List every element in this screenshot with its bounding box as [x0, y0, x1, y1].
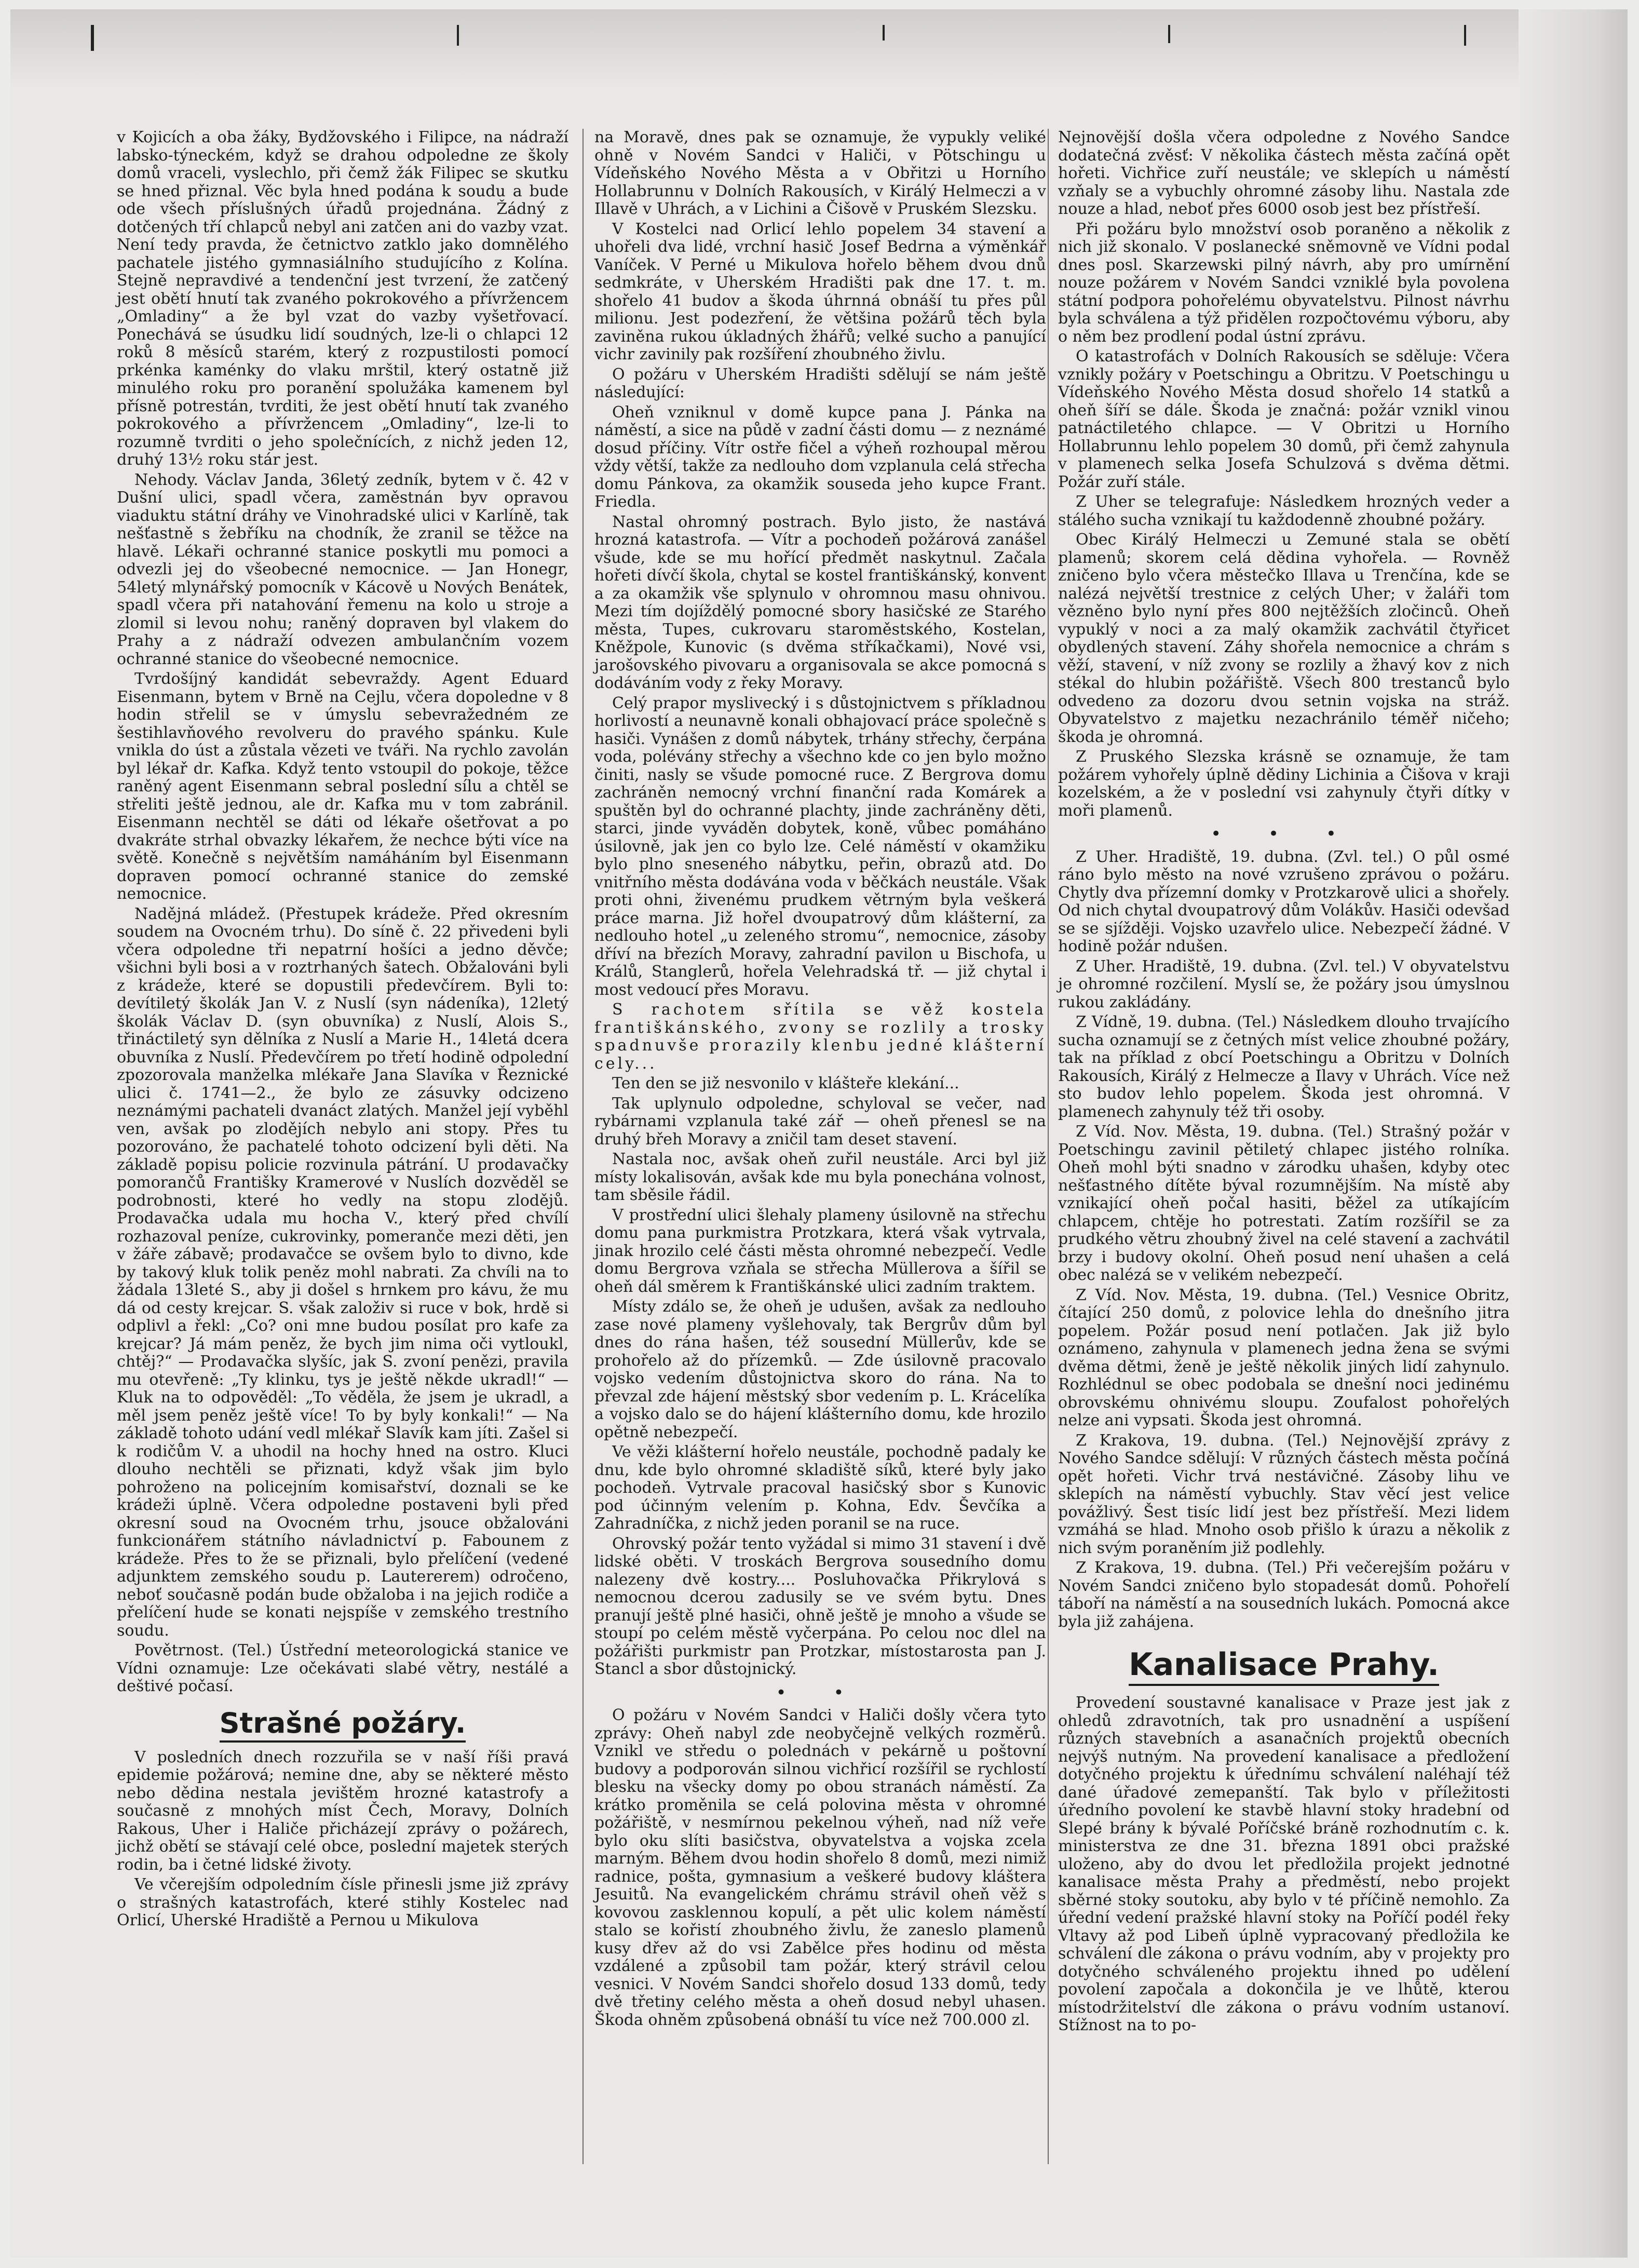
article-paragraph: Ve včerejším odpoledním čísle přinesli jsme již zprávy o strašných katastrofách, které stihly Kostelec nad Orlicí, Uherské Hradiště a Pernou u Mikulova	[117, 1875, 568, 1929]
article-paragraph: v Kojicích a oba žáky, Bydžovského i Filipce, na nádraží labsko-týneckém, když se drahou odpoledne ze školy domů vraceli, vyslechlo, při čemž žák Filipec se skutku se hned přiznal. Věc byla hned podána k soudu a bude ode všech příslušných úřadů projednána. Žádný z dotčených tří chlapců nebyl ani zatčen ani do vazby vzat. Není tedy pravda, že četnictvo zatklo jako domnělého pachatele jistého gymnasiálního studujícího z Kolína. Stejně nepravdivé a tendenční jest tvrzení, že zatčený jest obětí hnutí tak zvaného pokrokového a přívržencem „Omladiny“ a že byl vzat do vazby vyšetřovací. Ponechává se úsudku lidí soudných, lze-li o chlapci 12 roků 8 měsíců starém, který z rozpustilosti pomocí prkénka kaménky do vlaku mrštil, který ostatně již minulého roku pro poranění spolužáka kamenem byl přísně potrestán, tvrditi, že jest obětí hnutí tak zvaného pokrokového a přívržencem „Omladiny“, lze-li to rozumně tvrditi o jeho společnících, z nichž jeden 12, druhý 13½ roku stár jest.	[117, 128, 568, 469]
article-paragraph: Provedení soustavné kanalisace v Praze jest jak z ohledů zdravotních, tak pro usnadnění a uspíšení různých stavebních a asanačních projektů obecních nejvýš nutným. Na provedení kanalisace a předložení dotyčného projektu k úřednímu schválení naléhají též dané úřadové zemepanští. Tak bylo v příležitosti úředního povolení ke stavbě hlavní stoky hradební od Slepé brány k bývalé Poříčské bráně rozhodnutím c. k. ministerstva ze dne 31. března 1891 obci pražské uloženo, aby do dvou let předložila projekt jednotné kanalisace města Prahy a předměstí, nebo projekt sběrné stoky soutoku, aby bylo v té příčině nemohlo. Za úřední vedení pražské hlavní stoky na Poříčí podél řeky Vltavy až pod Libeň úplně vypracovaný předložila ke schválení dle zákona o právu vodním, aby v projekty pro dotyčného schváleného projektu ihned po udělení povolení započala a dokončila je ve lhůtě, kterou místodržitelství dle zákona o právu vodním ustanoví. Stížnost na to po-	[1058, 1694, 1510, 2034]
column-rule	[583, 129, 584, 2164]
article-paragraph: O katastrofách v Dolních Rakousích se sděluje: Včera vznikly požáry v Poetschingu a Obritzu. V Poetschingu u Vídeňského Nového Města dosud shořelo 14 statků a oheň šíří se dále. Škoda je značná: požár vznikl vinou patnáctiletého chlapce. — V Obritzi u Horního Hollabrunnu lehlo popelem 30 domů, při čemž zahynula v plamenech selka Josefa Schulzová s dvěma dětmi. Požár zuří stále.	[1058, 347, 1510, 491]
article-paragraph: Z Uher se telegrafuje: Následkem hrozných veder a stálého sucha vznikají tu každodenně zhoubné požáry.	[1058, 493, 1510, 529]
article-paragraph: Ve věži klášterní hořelo neustále, pochodně padaly ke dnu, kde bylo ohromné skladiště síků, které byly jako pochodeň. Vytrvale pracoval hasičský sbor s Kunovic pod účinným velením p. Kohna, Edv. Ševčíka a Zahradníčka, z nichž jeden poranil se na ruce.	[594, 1443, 1046, 1533]
margin-mark	[91, 25, 94, 51]
article-paragraph: Celý prapor myslivecký i s důstojnictvem s příkladnou horlivostí a neunavně konali obhajovací práce společně s hasiči. Vynášen z domů nábytek, trhány střechy, čerpána voda, polévány střechy a všechno kde co jen bylo možno činiti, nasly se všude pomocné ruce. Z Bergrova domu zachráněn nemocný vrchní finanční rada Komárek a spuštěn byl do ochranné plachty, jinde zachráněny děti, starci, jinde vyváděn dobytek, koně, vůbec pomáháno úsilovně, jak jen co bylo lze. Celé náměstí v okamžiku bylo plno sneseného nábytku, peřin, obrazů atd. Do vnitřního města dodávána voda v běčkách neustále. Však proti ohni, živenému prudkem větrným byla veškerá práce marna. Již hořel dvoupatrový dům klášterní, za nedlouho hotel „u zeleného stromu“, nemocnice, zásoby dříví na březích Moravy, zahradní pavilon u Bischofa, u Králů, Stanglerů, hořela Velehradská tř. — již chytal i most vedoucí přes Moravu.	[594, 694, 1046, 999]
article-paragraph: Tak uplynulo odpoledne, schyloval se večer, nad rybárnami vzplanula také zář — oheň přenesl se na druhý břeh Moravy a zničil tam deset stavení.	[594, 1094, 1046, 1149]
article-paragraph: Ohrovský požár tento vyžádal si mimo 31 stavení i dvě lidské oběti. V troskách Bergrova sousedního domu nalezeny dvě kostry.... Posluhovačka Přikrylová s nemocnou dcerou zadusily se ve svém bytu. Dnes pranují ještě plné hasiči, ohně ještě je mnoho a všude se stoupí po celém městě vyčerpána. Po celou noc dlel na požářišti purkmistr pan Protzkar, místostarosta pan J. Stancl a sbor důstojnický.	[594, 1534, 1046, 1678]
telegram-paragraph: Z Uher. Hradiště, 19. dubna. (Zvl. tel.) V obyvatelstvu je ohromné rozčilení. Myslí se, že požáry jsou úmyslnou rukou zakládány.	[1058, 957, 1510, 1011]
article-kandidat-sebevrazdy: Tvrdošíjný kandidát sebevraždy. Agent Eduard Eisenmann, bytem v Brně na Cejlu, včera dopoledne v 8 hodin střelil se v úmyslu sebevražedném ze šestihlavňového revolveru do pravého spánku. Kule vnikla do úst a zůstala vězeti ve tváři. Na rychlo zavolán byl lékař dr. Kafka. Když tento vstoupil do pokoje, těžce raněný agent Eisenmann sebral poslední sílu a chtěl se střeliti ještě jednou, ale dr. Kafka mu v tom zabránil. Eisenmann nechtěl se dáti od lékaře ošetřovat a po dvakráte strhal obvazky lékařem, že nechce býti více na světě. Konečně s největším namáháním byl Eisenmann dopraven pomocí ochranné stanice do zemské nemocnice.	[117, 670, 568, 903]
article-paragraph: Nejnovější došla včera odpoledne z Nového Sandce dodatečná zvěsť: V několika částech města začíná opět hořeti. Vichřice zuří neustále; ve sklepích u náměstí vzňaly se a vybuchly ohromné zásoby lihu. Nastala zde nouze a hlad, neboť přes 6000 osob jest bez přístřeší.	[1058, 128, 1510, 218]
article-paragraph: Nastala noc, avšak oheň zuřil neustále. Arci byl již místy lokalisován, avšak kde mu byla ponechána volnost, tam sběsile řádil.	[594, 1150, 1046, 1204]
article-paragraph: Z Pruského Slezska krásně se oznamuje, že tam požárem vyhořely úplně dědiny Lichinia a Čišova v kraji kozelském, a že v poslední vsi zahynuly čtyři dítky v moři plamenů.	[1058, 748, 1510, 820]
column-3	[1058, 129, 1510, 2037]
margin-mark	[883, 25, 885, 40]
headline-strasne-pozary	[117, 1705, 568, 1742]
article-paragraph: Místy zdálo se, že oheň je udušen, avšak za nedlouho zase nové plameny vyšlehovaly, tak Bergrův dům byl dnes do rána hašen, též sousední Müllerův, kde se prohořelo až do přízemků. — Zde úsilovně pracovalo vojsko vedením důstojnictva skoro do rána. Na to převzal zde hájení městský sbor vedením p. L. Krácelíka a vojsko dalo se do hájení klášterního domu, kde hrozilo opětně nebezpečí.	[594, 1298, 1046, 1441]
telegram-paragraph: Z Víd. Nov. Města, 19. dubna. (Tel.) Vesnice Obritz, čítající 250 domů, z polovice lehla do dnešního jitra popelem. Požár posud není potlačen. Jak již bylo oznámeno, zahynula v plamenech jedna žena se svými dvěma dětmi, ženě je ještě několik jiných lidí zahynulo. Rozhlédnul se obec podobala se dnešní noci jedinému obrovskému ohnivému sloupu. Zoufalost pohořelých nelze ani vypsati. Škoda jest ohromná.	[1058, 1286, 1510, 1429]
margin-mark	[1464, 25, 1466, 46]
telegram-paragraph: Z Uher. Hradiště, 19. dubna. (Zvl. tel.) O půl osmé ráno bylo město na nové vzrušeno zprávou o požáru. Chytly dva přízemní domky v Protzkarově ulici a shořely. Od nich chytal dvoupatrový dům Volákův. Hasiči odevšad se se sjížději. Vojsko uzavřelo ulice. Nebezpečí žádné. V hodině požár ndušen.	[1058, 847, 1510, 955]
section-divider: • •	[776, 1682, 865, 1703]
article-paragraph: O požáru v Novém Sandci v Haliči došly včera tyto zprávy: Oheň nabyl zde neobyčejně velkých rozměrů. Vznikl ve středu o polednách v pekárně u poštovní budovy a podporován silnou vichřicí rozšířil se rychlostí blesku na všecky domy po obou stranách náměstí. Za krátko proměnila se celá polovina města v ohromné požářiště, v nesmírnou pekelnou výheň, nad níž veře bylo oku slíti basičstva, obyvatelstva a vojska zcela marným. Během dvou hodin shořelo 8 domů, mezi nimiž radnice, pošta, gymnasium a veškeré budovy kláštera Jesuitů. Na evangelickém chrámu strávil oheň věž s kovovou zasklennou kopulí, a pět ulic kolem náměstí stalo se kořistí zhoubného živlu, že zaneslo plamenů kusy dřev až do vsi Zabělce přes hodinu od města vzdálené a způsobil tam požár, který strávil celou vesnici. V Novém Sandci shořelo dosud 133 domů, tedy dvě třetiny celého města a oheň dosud nebyl uhasen. Škoda ohněm způsobená obnáší tu více než 700.000 zl.	[594, 1706, 1046, 2029]
margin-mark	[1168, 25, 1170, 43]
telegram-paragraph: Z Víd. Nov. Města, 19. dubna. (Tel.) Strašný požár v Poetschingu zavinil pětiletý chlapec jistého rolníka. Oheň mohl býti snadno v zárodku uhašen, kdyby otec nešťastného dítěte býval rozumnějším. Na místě aby vznikající oheň počal hasiti, běžel za utíkajícím chlapcem, chtěje ho potrestati. Zatím rozšířil se za prudkého větru zhoubný živel na celé stavení a zachvátil brzy i budovy okolní. Oheň posud není uhašen a celá obec nalézá se v velikém nebezpečí.	[1058, 1123, 1510, 1284]
column-2	[594, 129, 1046, 2031]
column-1	[117, 129, 568, 1932]
article-povetrnost: Povětrnost. (Tel.) Ústřední meteorologická stanice ve Vídni oznamuje: Lze očekávati slabé větry, nestálé a deštivé počasí.	[117, 1641, 568, 1695]
article-paragraph: S rachotem sřítila se věž kostela františkánského, zvony se rozlily a trosky spadnuvše prorazily klenbu jedné klášterní cely...	[594, 1001, 1046, 1073]
headline-text: Kanalisace Prahy.	[1129, 1646, 1439, 1686]
article-paragraph: Nastal ohromný postrach. Bylo jisto, že nastává hrozná katastrofa. — Vítr a pochodeň požárová zanášel všude, kde se mu hořící předmět naskytnul. Začala hořeti dívčí škola, chytal se kostel františkánský, konvent a za okamžik vše splynulo v ohromnou masu ohnivou. Mezi tím dojíždělý pomocné sbory hasičské ze Starého města, Tupes, cukrovaru staroměstského, Kostelan, Kněžpole, Kunovic (s dvěma stříkačkami), Nové vsi, jarošovského pivovaru a organisovala se akce pomocná s dodáváním vody z řeky Moravy.	[594, 512, 1046, 692]
article-paragraph: Při požáru bylo množství osob poraněno a několik z nich již skonalo. V poslanecké sněmovně ve Vídni podal dnes posl. Skarzewski pilný návrh, aby pro umírnění nouze požárem v Novém Sandci vzniklé byla povolena státní podpora pohořelému obyvatelstvu. Pilnost návrhu byla schválena a týž přidělen rozpočtovému výboru, aby o něm bez prodlení podal ústní zprávu.	[1058, 220, 1510, 346]
binding-shadow	[1519, 9, 1628, 2258]
telegram-paragraph: Z Krakova, 19. dubna. (Tel.) Při večerejším požáru v Novém Sandci zničeno bylo stopadesát domů. Pohořelí táboří na náměstí a na sousedních lukách. Pomocná akce byla již zahájena.	[1058, 1559, 1510, 1631]
article-paragraph: Ten den se již nesvonilo v klášteře klekání...	[612, 1074, 959, 1092]
telegram-paragraph: Z Vídně, 19. dubna. (Tel.) Následkem dlouho trvajícího sucha oznamují se z četných míst velice zhoubné požáry, tak na příklad z obcí Poetschingu a Obritzu v Dolních Rakousích, Királý z Helmecze a Ilavy v Uhrách. Více než sto budov lehlo popelem. Škoda jest ohromná. V plamenech zahynuly též tři osoby.	[1058, 1013, 1510, 1121]
article-paragraph: V Kostelci nad Orlicí lehlo popelem 34 stavení a uhořeli dva lidé, vrchní hasič Josef Bedrna a výměnkář Vaníček. V Perné u Mikulova hořelo během dvou dnů sedmkráte, v Uherském Hradišti pak dne 17. t. m. shořelo 41 budov a škoda úhrnná obnáší tu přes půl milionu. Jest podezření, že většina požárů těch byla zaviněna rukou úkladných žhářů; velké sucho a panující vichr zavinily pak rozšíření zhoubného živlu.	[594, 220, 1046, 363]
page-top-shadow	[10, 9, 1625, 87]
article-paragraph: Obec Királý Helmeczi u Zemuné stala se obětí plamenů; skorem celá dědina vyhořela. — Rovněž zničeno bylo včera městečko Illava u Trenčína, kde se nalézá největší trestnice z celých Uher; v žaláři tom vězněno bylo nyní přes 800 nejtěžších zločinců. Oheň vypuklý v noci a za malý okamžik zachvátil čtyřicet obydlených stavení. Záhy shořela nemocnice a chrám s věží, stavení, v níž zvony se rozlily a žhavý kov z nich stékal do hlubin požářiště. Všech 800 trestanců bylo odvedeno za dozoru dvou setnin vojska na stráž. Obyvatelstvo z majetku nezachránilo téměř ničeho; škoda je ohromná.	[1058, 531, 1510, 746]
article-nehody: Nehody. Václav Janda, 36letý zedník, bytem v č. 42 v Dušní ulici, spadl včera, zaměstnán byv opravou viaduktu státní dráhy ve Vinohradské ulici v Karlíně, tak nešťastně s žebříku na chodník, že zranil se těžce na hlavě. Lékaři ochranné stanice poskytli mu pomoci a odvezli jej do všeobecné nemocnice. — Jan Honegr, 54letý mlynářský pomocník v Kácově u Nových Benátek, spadl včera při natahování řemenu na kolo u stroje a zlomil si levou nohu; raněný dopraven byl vlakem do Prahy a z nádraží odvezen ambulančním vozem ochranné stanice do všeobecné nemocnice.	[117, 470, 568, 668]
article-paragraph: Oheň vzniknul v domě kupce pana J. Pánka na náměstí, a sice na půdě v zadní části domu — z neznámé dosud příčiny. Vítr ostře fičel a výheň rozhoupal měrou vždy větší, takže za nedlouho dom vzplanula celá střecha domu Pánkova, za okamžik souseda jeho kupce Frant. Friedla.	[594, 403, 1046, 511]
headline-kanalisace-prahy	[1058, 1646, 1510, 1683]
article-paragraph: V posledních dnech rozzuřila se v naší říši pravá epidemie požárová; nemine dne, aby se některé město nebo dědina nestala jevištěm hrozné katastrofy a současně z mnohých míst Čech, Moravy, Dolních Rakous, Uher i Haliče přicházejí zprávy o požárech, jichž obětí se stávají celé obce, poslední majetek sterých rodin, ba i četné lidské životy.	[117, 1748, 568, 1874]
headline-text: Strašné požáry.	[220, 1707, 466, 1743]
section-divider: • • •	[1211, 824, 1357, 844]
margin-mark	[457, 25, 459, 46]
article-paragraph: O požáru v Uherském Hradišti sdělují se nám ještě následující:	[594, 365, 1046, 401]
article-paragraph: na Moravě, dnes pak se oznamuje, že vypukly veliké ohně v Novém Sandci v Haliči, v Pötschingu u Vídeňského Nového Města a v Obřitzi u Horního Hollabrunnu v Dolních Rakousích, v Királý Helmeczi a v Illavě v Uhrách, a v Lichini a Čišově v Pruském Slezsku.	[594, 128, 1046, 218]
telegram-paragraph: Z Krakova, 19. dubna. (Tel.) Nejnovější zprávy z Nového Sandce sdělují: V různých částech města počíná opět hořeti. Vichr trvá nestávičné. Zásoby lihu ve sklepích na náměstí vybuchly. Stav věcí jest velice povážlivý. Šest tisíc lidí jest bez přístřeší. Mezi lidem vzmáhá se hlad. Mnoho osob přišlo k úrazu a několik z nich svým poraněním již podlehly.	[1058, 1431, 1510, 1557]
article-paragraph: V prostřední ulici šlehaly plameny úsilovně na střechu domu pana purkmistra Protzkara, která však vytrvala, jinak hrozilo celé části města ohromné nebezpečí. Vedle domu Bergrova vzňala se střecha Müllerova a šířil se oheň dál směrem k Františkánské ulici zadním traktem.	[594, 1206, 1046, 1296]
column-rule	[1048, 129, 1049, 2164]
article-nadejna-mladez: Nadějná mládež. (Přestupek krádeže. Před okresním soudem na Ovocném trhu). Do síně č. 22 přivedeni byli včera odpoledne tři nepatrní hošíci a jedno děvče; všichni byli bosi a v roztrhaných šatech. Obžalováni byli z krádeže, které se dopustili předevčírem. Byli to: devítiletý školák Jan V. z Nuslí (syn nádeníka), 12letý školák Václav D. (syn obuvníka) z Nuslí, Alois S., třináctiletý syn dělníka z Nuslí a Marie H., 14letá dcera obuvníka z Nuslí. Předevčírem po třetí hodině odpolední zpozorovala manželka mlékaře Jana Slavíka v Řeznické ulici č. 1741—2., že bylo ze zásuvky odcizeno neznámými pachateli dvanáct zlatých. Manžel její vyběhl ven, avšak po zlodějích nebylo ani stopy. Přes tu pozorováno, že pachatelé tohoto odcizení byli děti. Na základě popisu policie rozvinula pátrání. U prodavačky pomorančů Františky Kramerové v Nuslích dozvěděl se podrobnosti, které ho vedly na stopu zlodějů. Prodavačka udala mu hocha V., který před chvílí rozhazoval peníze, cukrovinky, pomeranče mezi děti, jen v žáře zábavě; prodavačce se ovšem bylo to divno, kde by takový kluk tolik peněz mohl nabrati. Za chvíli na to žádala 13leté S., aby ji došel s hrnkem pro kávu, že mu dá od cesty krejcar. S. však založiv si ruce v bok, hrdě si odplivl a řekl: „Co? oni mne budou posílat pro kafe za krejcar? Já mám peněz, že bych jim nima oči vytloukl, chtěj?“ — Prodavačka slyšíc, jak S. zvoní penězi, pravila mu otevřeně: „Ty klinku, tys je ještě někde ukradl!“ — Kluk na to odpověděl: „To věděla, že jsem je ukradl, a měl jsem peněz ještě více! To by byly konkali!“ — Na základě tohoto udání vedl mlékař Slavík kam jíti. Zašel si k rodičům V. a uhodil na hochy hned na ostro. Kluci dlouho nechtěli se přiznati, když však jim bylo pohroženo na policejním komisařství, doznali se ke krádeži úplně. Včera odpoledne postaveni byli před okresní soud na Ovocném trhu, jsouce obžalováni funkcionářem státního návladnictví p. Fabounem z krádeže. Přes to že se přiznali, bylo přelíčení (vedené adjunktem zemského soudu p. Lautererem) odročeno, neboť současně podán bude obžaloba i na jejich rodiče a přelíčení hude se konati nejspíše v zemského trestního soudu.	[117, 905, 568, 1640]
